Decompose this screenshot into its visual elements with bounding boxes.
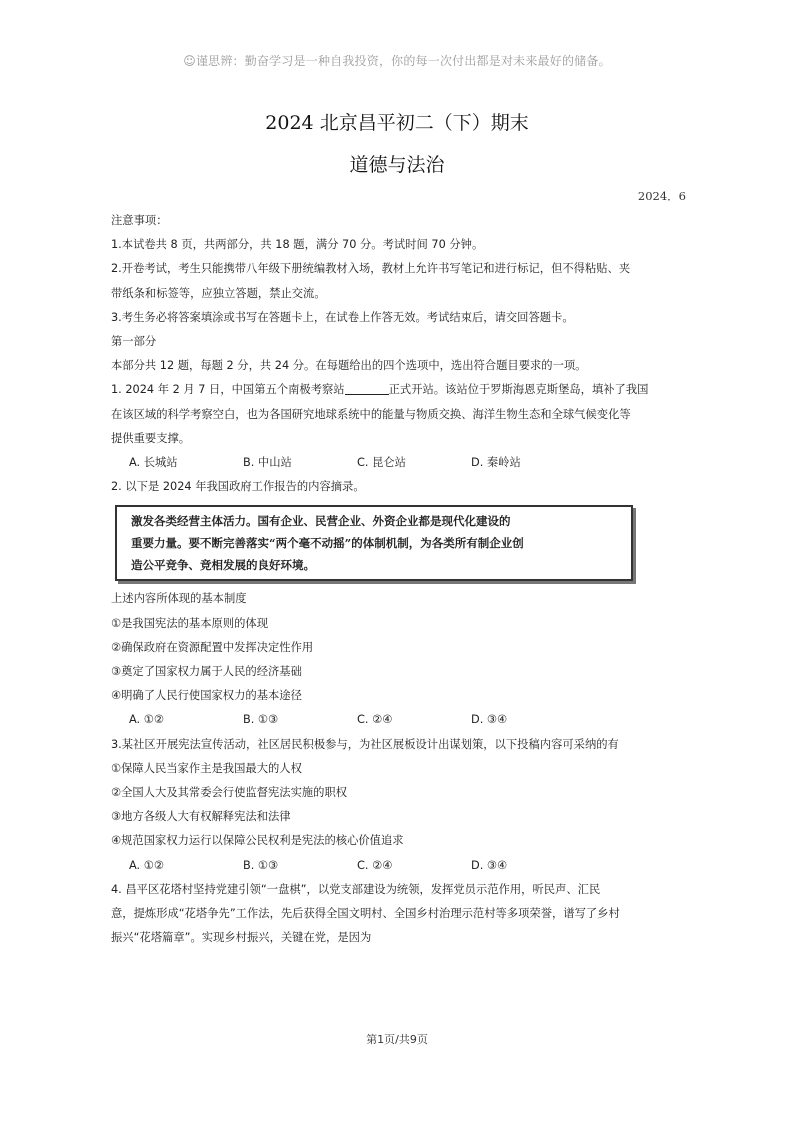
part1-heading: 第一部分 [111, 335, 157, 349]
q2-quote-line: 激发各类经营主体活力。国有企业、民营企业、外资企业都是现代化建设的 [131, 514, 511, 529]
q3-option-a: A. ①② [129, 858, 164, 872]
q2-statement: ③奠定了国家权力属于人民的经济基础 [111, 665, 302, 679]
exam-subject: 道德与法治 [349, 154, 445, 176]
notice-heading: 注意事项： [111, 214, 168, 227]
q3-statement: ③地方各级人大有权解释宪法和法律 [111, 810, 291, 824]
q2-options [111, 708, 691, 732]
exam-title: 2024 北京昌平初二（下）期末 [265, 112, 529, 134]
q2-option-d: D. ③④ [471, 713, 508, 727]
q2-option-a: A. ①② [129, 713, 164, 727]
q1-stem-a: 1. 2024 年 2 月 7 日，中国第五个南极考察站 [111, 383, 345, 397]
q1-option-c: C. 昆仑站 [357, 456, 406, 470]
q2-option-c: C. ②④ [357, 713, 393, 727]
q4-stem-line: 4. 昌平区花塔村坚持党建引领“一盘棋”，以党支部建设为统领，发挥党员示范作用，听民声、汇民 [111, 882, 601, 896]
q2-statement: ①是我国宪法的基本原则的体现 [111, 616, 268, 630]
q1-stem-line [111, 378, 691, 402]
q4-stem-line: 意，提炼形成“花塔争先”工作法，先后获得全国文明村、全国乡村治理示范村等多项荣誉，谱写了乡村 [111, 907, 620, 921]
q1-stem-b: 正式开站。该站位于罗斯海恩克斯堡岛，填补了我国 [388, 383, 649, 397]
q2-statement: ②确保政府在资源配置中发挥决定性作用 [111, 640, 314, 654]
notice-item: 3.考生务必将答案填涂或书写在答题卡上，在试卷上作答无效。考试结束后，请交回答题卡。 [111, 310, 574, 324]
q1-option-d: D. 秦岭站 [471, 456, 521, 470]
q3-option-b: B. ①③ [243, 858, 279, 872]
q3-option-d: D. ③④ [471, 858, 508, 872]
q3-options [111, 854, 691, 878]
q1-answer-blank [345, 380, 389, 395]
exam-content [111, 209, 691, 950]
page-number: 第1页/共9页 [366, 1033, 428, 1046]
q1-options [111, 451, 691, 475]
q2-stem: 2. 以下是 2024 年我国政府工作报告的内容摘录。 [111, 480, 365, 494]
q2-statement: ④明确了人民行使国家权力的基本途径 [111, 689, 302, 703]
q2-quote-line: 造公平竞争、竞相发展的良好环境。 [131, 558, 315, 573]
notice-item: 2.开卷考试，考生只能携带八年级下册统编教材入场，教材上允许书写笔记和进行标记，但不得粘贴、夹 [111, 262, 631, 276]
q3-stem: 3.某社区开展宪法宣传活动，社区居民积极参与，为社区展板设计出谋划策，以下投稿内容可采纳的有 [111, 737, 619, 751]
header-motto: ☺谨思辨：勤奋学习是一种自我投资，你的每一次付出都是对未来最好的储备。 [183, 54, 611, 68]
notice-item: 1.本试卷共 8 页，共两部分，共 18 题，满分 70 分。考试时间 70 分钟。 [111, 238, 484, 252]
q1-option-b: B. 中山站 [243, 456, 292, 470]
part1-intro: 本部分共 12 题，每题 2 分，共 24 分。在每题给出的四个选项中，选出符合题目要求的一项。 [111, 359, 587, 373]
q4-stem-line: 振兴“花塔篇章”。实现乡村振兴，关键在党，是因为 [111, 931, 372, 945]
q1-option-a: A. 长城站 [129, 456, 178, 470]
q3-statement: ②全国人大及其常委会行使监督宪法实施的职权 [111, 786, 348, 800]
q2-quote-box [115, 505, 633, 581]
q3-statement: ④规范国家权力运行以保障公民权利是宪法的核心价值追求 [111, 834, 404, 848]
q3-option-c: C. ②④ [357, 858, 393, 872]
q2-option-b: B. ①③ [243, 713, 279, 727]
q3-statement: ①保障人民当家作主是我国最大的人权 [111, 761, 302, 775]
q1-stem-line: 在该区域的科学考察空白，也为各国研究地球系统中的能量与物质交换、海洋生物生态和全球气候变化等 [111, 407, 631, 421]
q2-prompt: 上述内容所体现的基本制度 [111, 592, 247, 606]
q2-quote-line: 重要力量。要不断完善落实“两个毫不动摇”的体制机制，为各类所有制企业创 [131, 536, 524, 551]
notice-item: 带纸条和标签等，应独立答题，禁止交流。 [111, 286, 326, 300]
q1-stem-line: 提供重要支撑。 [111, 431, 191, 445]
exam-date: 2024．6 [637, 189, 686, 203]
